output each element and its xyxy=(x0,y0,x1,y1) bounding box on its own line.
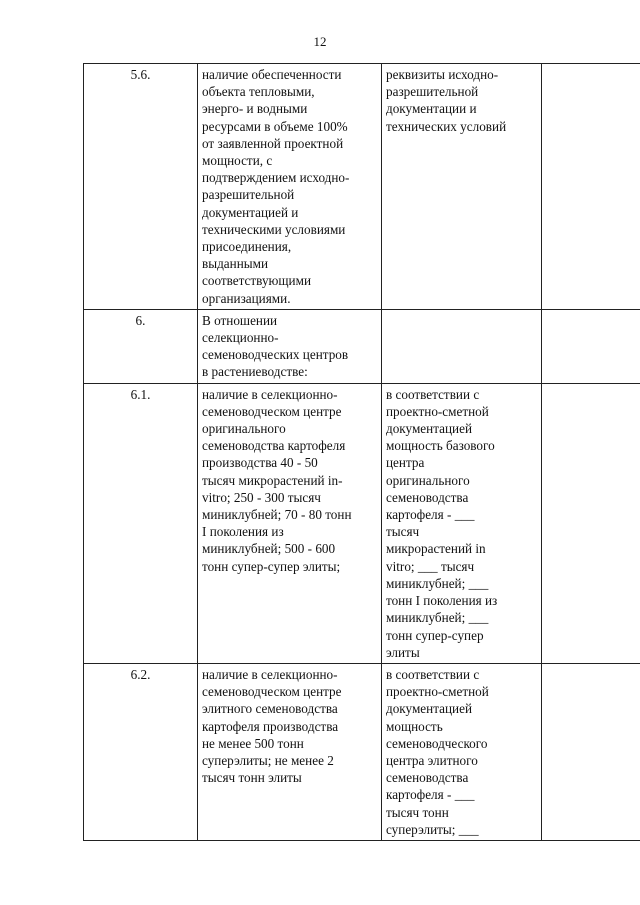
row-number: 6.1. xyxy=(130,386,151,402)
documents-text: реквизиты исходно- разрешительной документации и технических условий xyxy=(386,67,507,134)
empty-cell xyxy=(542,64,640,310)
documents-cell xyxy=(382,383,542,663)
documents-text: в соответствии с проектно-сметной документацией мощность семеноводческого центра элитного семеноводства картофеля - ___ тысяч тонн суперэлиты; ___ xyxy=(386,666,489,837)
documents-cell xyxy=(382,663,542,840)
table-row xyxy=(84,64,640,310)
criterion-text: наличие обеспеченности объекта тепловыми, энерго- и водными ресурсами в объеме 100% от заявленной проектной мощности, с подтверждением исходно- разрешительной документацией и техническими условиями присоединения, выданными соответствующими организациями. xyxy=(202,67,350,306)
criterion-cell xyxy=(198,383,382,663)
documents-cell xyxy=(382,64,542,310)
row-number: 6. xyxy=(135,312,146,328)
table-row xyxy=(84,663,640,840)
empty-cell xyxy=(542,309,640,383)
criterion-text: В отношении селекционно- семеноводческих центров в растениеводстве: xyxy=(202,312,349,380)
criterion-cell xyxy=(198,64,382,310)
criterion-cell xyxy=(198,663,382,840)
empty-cell xyxy=(542,663,640,840)
documents-text: в соответствии с проектно-сметной документацией мощность базового центра оригинального семеноводства картофеля - ___ тысяч микрорастений in vitro; ___ тысяч миниклубней; ___ тонн I поколения из миниклубней; ___ тонн супер-супер элиты xyxy=(386,386,498,660)
row-number-cell xyxy=(84,64,198,310)
criterion-text: наличие в селекционно- семеноводческом центре элитного семеноводства картофеля производства не менее 500 тонн суперэлиты; не менее 2 тысяч тонн элиты xyxy=(202,666,342,786)
row-number-cell xyxy=(84,663,198,840)
documents-cell xyxy=(382,309,542,383)
empty-cell xyxy=(542,383,640,663)
table-row xyxy=(84,383,640,663)
criteria-table xyxy=(83,63,640,841)
row-number: 5.6. xyxy=(130,67,151,82)
row-number: 6.2. xyxy=(130,666,151,682)
criterion-cell xyxy=(198,309,382,383)
criterion-text: наличие в селекционно- семеноводческом центре оригинального семеноводства картофеля производства 40 - 50 тысяч микрорастений in- vitro; 250 - 300 тысяч миниклубней; 70 - 80 тонн I поколения из миниклубней; 500 - 600 тонн супер-супер элиты; xyxy=(202,386,352,574)
table-row xyxy=(84,309,640,383)
row-number-cell xyxy=(84,309,198,383)
page-number: 12 xyxy=(313,34,327,49)
row-number-cell xyxy=(84,383,198,663)
